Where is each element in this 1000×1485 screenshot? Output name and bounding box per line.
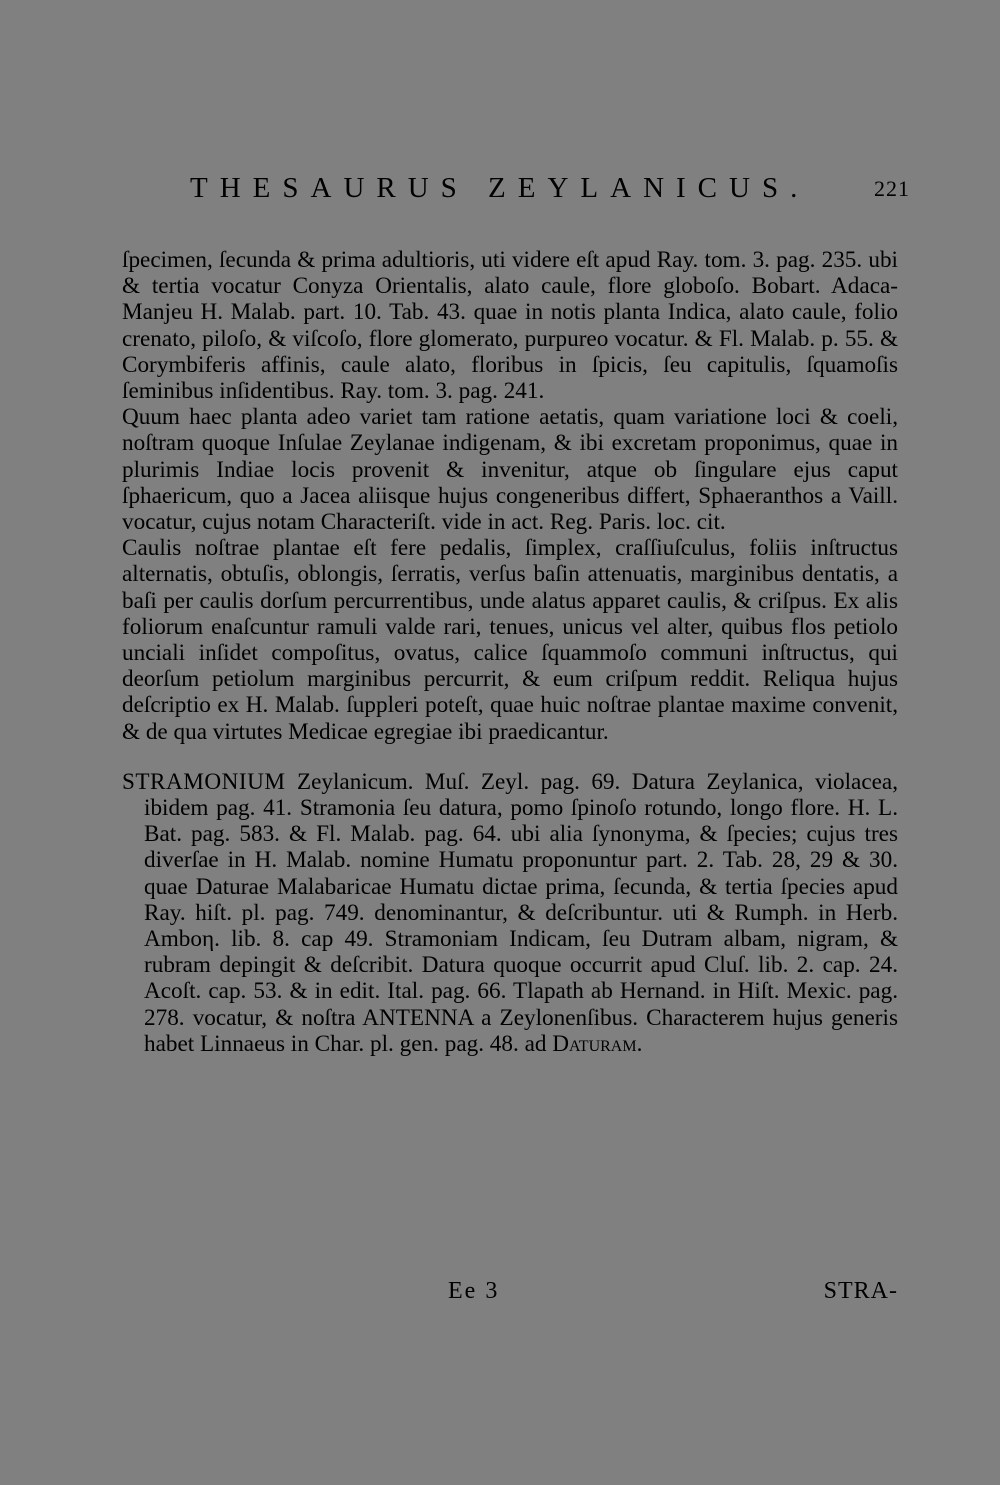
page-footer [122,1278,898,1308]
page-number: 221 [874,176,910,201]
catchword: STRA- [823,1278,898,1304]
signature-mark: Ee 3 [448,1278,500,1304]
entry-closing-word: Daturam. [552,1030,643,1057]
running-header [190,172,910,212]
entry-stramonium [122,769,898,1057]
running-title: THESAURUS ZEYLANICUS. [190,172,810,204]
paragraph-caulis: Caulis noſtrae plantae eſt fere pedalis, ſimplex, craſſiuſculus, foliis inſtructus alternatis, obtuſis, oblongis, ſerratis, verſus baſin attenuatis, marginibus dentatis, a baſi per caulis dorſum percurrentibus, unde alatus apparet caulis, & criſpus. Ex alis foliorum enaſcuntur ramuli valde rari, tenues, unicus vel alter, quibus flos petiolo unciali inſidet compoſitus, ovatus, calice ſquammoſo communi inſtructus, qui deorſum petiolum marginibus percurrit, & eum criſpum reddit. Reliqua hujus deſcriptio ex H. Malab. ſuppleri poteſt, quae huic noſtrae plantae maxime convenit, & de qua virtutes Medicae egregiae ibi praedicantur. [122,535,898,745]
paragraph-continuation: ſpecimen, ſecunda & prima adultioris, uti videre eſt apud Ray. tom. 3. pag. 235. ubi & tertia vocatur Conyza Orientalis, alato caule, flore globoſo. Bobart. Adaca-Manjeu H. Malab. part. 10. Tab. 43. quae in notis planta Indica, alato caule, folio crenato, piloſo, & viſcoſo, flore glomerato, purpureo vocatur. & Fl. Malab. p. 55. & Corymbiferis affinis, caule alato, floribus in ſpicis, ſeu capitulis, ſquamoſis ſeminibus inſidentibus. Ray. tom. 3. pag. 241. [122,247,898,405]
entry-text: Zeylanicum. Muſ. Zeyl. pag. 69. Datura Zeylanica, violacea, ibidem pag. 41. Stramonia ſeu datura, pomo ſpinoſo rotundo, longo flore. H. L. Bat. pag. 583. & Fl. Malab. pag. 64. ubi alia ſynonyma, & ſpecies; cujus tres diverſae in H. Malab. nomine Humatu proponuntur part. 2. Tab. 28, 29 & 30. quae Daturae Malabaricae Humatu dictae prima, ſecunda, & tertia ſpecies apud Ray. hiſt. pl. pag. 749. denominantur, & deſcribuntur. uti & Rumph. in Herb. Amboη. lib. 8. cap 49. Stramoniam Indicam, ſeu Dutram albam, nigram, & rubram depingit & deſcribit. Datura quoque occurrit apud Cluſ. lib. 2. cap. 24. Acoſt. cap. 53. & in edit. Ital. pag. 66. Tlapath ab Hernand. in Hiſt. Mexic. pag. 278. vocatur, & noſtra ANTENNA a Zeylonenſibus. Characterem hujus generis habet Linnaeus in Char. pl. gen. pag. 48. ad [144,768,899,1057]
paragraph-quum: Quum haec planta adeo variet tam ratione aetatis, quam variatione loci & coeli, noſtram quoque Inſulae Zeylanae indigenam, & ibi excretam proponimus, quae in plurimis Indiae locis provenit & invenitur, atque ob ſingulare ejus caput ſphaericum, quo a Jacea aliisque hujus congeneribus differt, Sphaeranthos a Vaill. vocatur, cujus notam Characteriſt. vide in act. Reg. Paris. loc. cit. [122,404,898,536]
page-body [122,247,898,1080]
entry-heading: STRAMONIUM [122,768,286,795]
